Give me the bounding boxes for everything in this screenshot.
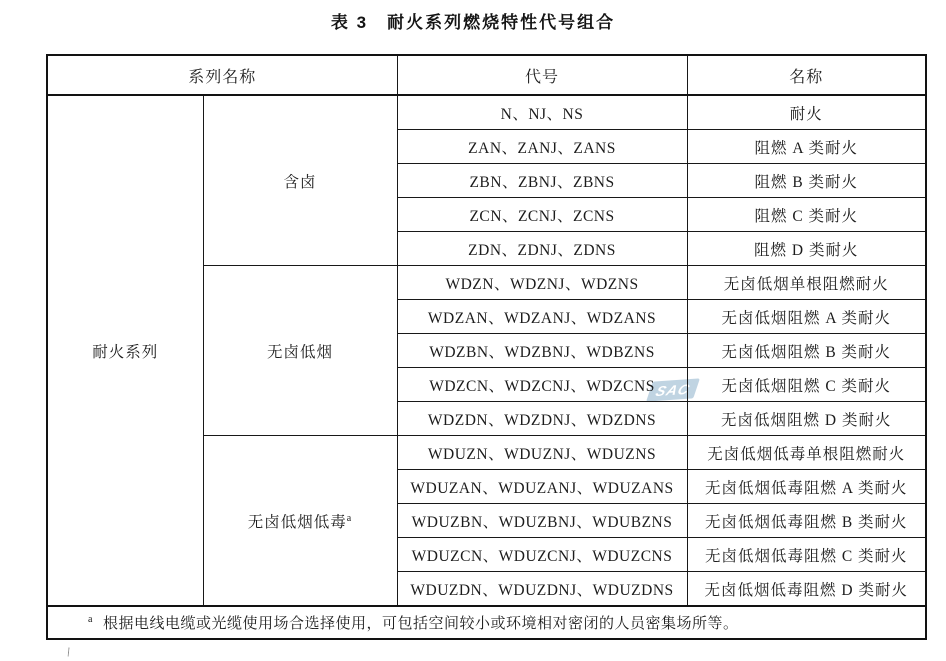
name-cell: 无卤低烟阻燃 D 类耐火 [687, 402, 926, 436]
code-cell: WDZCN、WDZCNJ、WDZCNS [397, 368, 687, 402]
name-cell: 无卤低烟低毒阻燃 A 类耐火 [687, 470, 926, 504]
series-label-cell: 耐火系列 [47, 95, 203, 606]
name-cell: 阻燃 A 类耐火 [687, 130, 926, 164]
group-label: 无卤低烟低毒 [247, 513, 347, 531]
table-body [47, 95, 926, 606]
table-footer [47, 606, 926, 639]
code-cell: WDZBN、WDZBNJ、WDBZNS [397, 334, 687, 368]
name-cell: 无卤低烟阻燃 A 类耐火 [687, 300, 926, 334]
code-cell: ZBN、ZBNJ、ZBNS [397, 164, 687, 198]
fire-resistant-codes-table [46, 54, 927, 640]
code-cell: WDUZBN、WDUZBNJ、WDUBZNS [397, 504, 687, 538]
code-cell: WDUZDN、WDUZDNJ、WDUZDNS [397, 572, 687, 607]
name-cell: 耐火 [687, 95, 926, 130]
name-cell: 无卤低烟单根阻燃耐火 [687, 266, 926, 300]
footnote-marker: a [88, 614, 93, 625]
name-cell: 无卤低烟低毒单根阻燃耐火 [687, 436, 926, 470]
header-code: 代号 [397, 55, 687, 95]
name-cell: 无卤低烟低毒阻燃 D 类耐火 [687, 572, 926, 607]
code-cell: WDUZCN、WDUZCNJ、WDUZCNS [397, 538, 687, 572]
footnote-cell [47, 606, 926, 639]
group-label-cell [203, 266, 397, 436]
code-cell: WDUZN、WDUZNJ、WDUZNS [397, 436, 687, 470]
name-cell: 无卤低烟低毒阻燃 C 类耐火 [687, 538, 926, 572]
group-label-superscript: a [346, 512, 353, 524]
name-cell: 阻燃 D 类耐火 [687, 232, 926, 266]
header-row [47, 55, 926, 95]
name-cell: 阻燃 B 类耐火 [687, 164, 926, 198]
group-label-cell [203, 95, 397, 266]
code-cell: WDUZAN、WDUZANJ、WDUZANS [397, 470, 687, 504]
name-cell: 无卤低烟阻燃 C 类耐火 [687, 368, 926, 402]
code-cell: WDZN、WDZNJ、WDZNS [397, 266, 687, 300]
name-cell: 无卤低烟低毒阻燃 B 类耐火 [687, 504, 926, 538]
code-cell: N、NJ、NS [397, 95, 687, 130]
scan-artifact [68, 647, 74, 657]
table-row [47, 95, 926, 130]
code-cell: ZAN、ZANJ、ZANS [397, 130, 687, 164]
name-cell: 阻燃 C 类耐火 [687, 198, 926, 232]
table-header [47, 55, 926, 95]
table-title: 表 3 耐火系列燃烧特性代号组合 [330, 13, 616, 32]
code-cell: WDZAN、WDZANJ、WDZANS [397, 300, 687, 334]
group-label: 含卤 [283, 173, 317, 191]
header-series-name: 系列名称 [47, 55, 397, 95]
code-cell: WDZDN、WDZDNJ、WDZDNS [397, 402, 687, 436]
name-cell: 无卤低烟阻燃 B 类耐火 [687, 334, 926, 368]
group-label-cell [203, 436, 397, 607]
header-name: 名称 [687, 55, 926, 95]
group-label: 无卤低烟 [267, 343, 334, 361]
footnote-row [47, 606, 926, 639]
footnote-text: 根据电线电缆或光缆使用场合选择使用，可包括空间较小或环境相对密闭的人员密集场所等。 [102, 616, 739, 632]
code-cell: ZCN、ZCNJ、ZCNS [397, 198, 687, 232]
code-cell: ZDN、ZDNJ、ZDNS [397, 232, 687, 266]
sac-watermark-text: SAC [653, 380, 693, 400]
